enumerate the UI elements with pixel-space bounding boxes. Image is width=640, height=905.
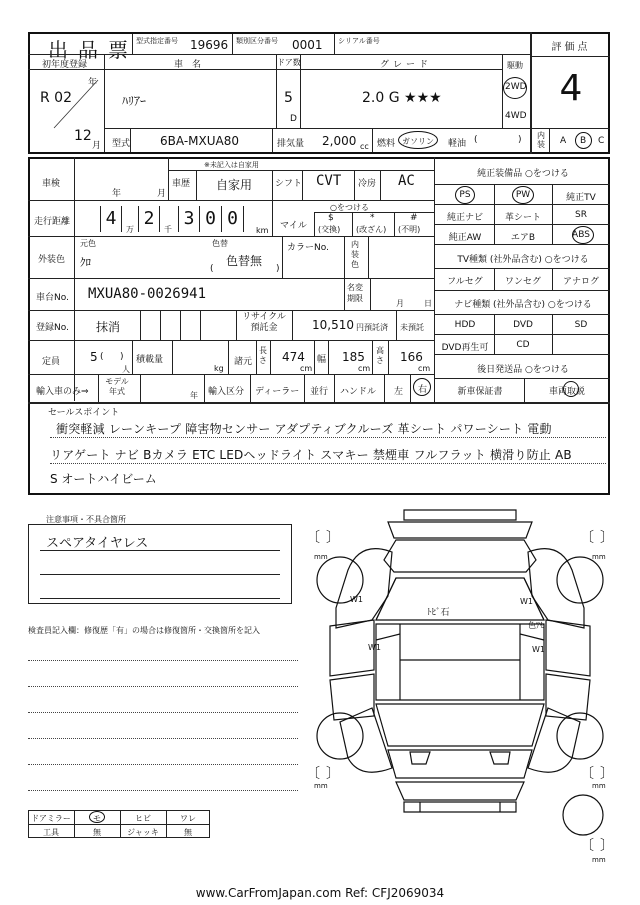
divider [344,278,345,310]
bracket-sp-r: 〕 [600,838,614,854]
divider [354,170,355,200]
model-value: 6BA-MXUA80 [160,134,239,148]
divider [50,437,606,438]
divider [180,310,181,340]
history-label: 車歴 [172,179,191,189]
door-type: D [290,114,297,124]
mark-w1-b: W1 [520,597,533,606]
divider [272,170,273,200]
divider [74,157,75,401]
cert-label: 名変期限 [347,283,363,303]
inspection-month-unit: 月 [157,189,167,199]
color-no-label: カラーNo. [287,243,329,253]
bracket-fl-l: 〔 [306,530,320,546]
score-value: 4 [559,68,583,109]
ac-label: 冷房 [358,179,377,189]
history-value: 自家用 [216,178,253,192]
displacement-value: 2,000 [322,134,357,148]
divider [28,374,434,375]
divider [50,463,606,464]
divider [388,340,389,374]
mileage-digit-1: 4 [100,206,122,232]
class-no-value: 0001 [292,38,323,52]
cert-month: 月 [396,299,404,308]
mark-w1-c: W1 [368,643,381,652]
divider [300,54,301,128]
length-label: 長さ [259,346,267,365]
divider [98,374,99,402]
drive-4wd: 4WD [505,111,527,121]
mark-chip: ﾄﾋﾞ石 [427,608,450,618]
equip-leather: 革シート [504,213,541,223]
model-label: 型式 [112,139,131,149]
year-unit: 年 [88,78,98,88]
mm-fl: mm [314,553,328,561]
score-label: 評価点 [551,42,591,53]
height-unit: cm [418,364,431,373]
check-note: ○をつける [330,203,369,212]
capacity-label: 定員 [42,357,61,367]
navi-sd: SD [574,320,588,330]
repaint-label: 色替 [212,239,228,248]
mileage-digit-4: 0 [200,206,222,232]
divider [552,314,553,334]
dealer-label: ディーラー [255,387,300,397]
bracket-fl-r: 〕 [326,530,340,546]
km-unit: km [256,226,269,235]
doors-label: ドア数 [277,58,301,67]
class-no-label: 類別区分番号 [236,37,278,45]
first-reg-year: R 02 [40,90,72,106]
divider [524,378,525,402]
divider [272,200,273,236]
capacity-paren-l: ( [100,352,104,362]
docs-title: 後日発送品 ○をつける [477,365,569,375]
divider [434,314,610,315]
divider [410,374,411,402]
bracket-rr-r: 〕 [600,766,614,782]
mileage-digit-3: 3 [178,206,200,232]
recycle-label: リサイクル預託金 [242,312,286,333]
inspection-label: 車検 [42,179,61,189]
mirror-crack: ヒビ [135,814,151,823]
divider [394,212,395,236]
divider [132,340,133,374]
divider [434,204,610,205]
divider [172,340,173,374]
divider [236,310,237,340]
capacity-paren-r: ) [120,352,124,362]
divider [28,310,434,311]
interior-label: 内装 [537,131,545,149]
divider [530,128,531,152]
car-name-label: 車 名 [174,60,202,70]
divider [352,212,353,236]
month-unit: 月 [92,141,102,151]
divider [334,34,335,54]
mirror-break: ワレ [180,814,196,823]
divider [40,574,280,575]
bracket-rr-l: 〔 [580,766,594,782]
inspector-label: 検査員記入欄：修復歴「有」の場合は修復箇所・交換箇所を記入 [28,626,260,635]
tv-title: TV種類 (社外品含む) ○をつける [457,255,589,265]
ac-value: AC [398,173,415,189]
divider [314,340,315,374]
fuel-paren-r: ) [518,135,522,145]
interior-c: C [598,136,605,146]
height-label: 高さ [376,346,384,365]
recycle-unpaid: 未預託 [400,323,424,332]
doors-value: 5 [284,90,293,106]
fuel-diesel: 軽油 [448,139,467,149]
divider [130,128,131,152]
sen-unit: 千 [164,225,172,234]
serial-label: シリアル番号 [338,37,380,45]
sales-label: セールスポイント [48,408,120,418]
divider [40,598,280,599]
chassis-label: 車台No. [36,293,69,303]
divider [28,712,298,713]
unknown-label: (不明) [398,225,421,234]
drive-label: 駆動 [507,61,523,70]
divider [282,236,283,278]
displacement-unit: cc [360,142,369,151]
divider [292,310,293,340]
divider [28,402,610,404]
notes-label: 注意事項・不具合箇所 [46,515,126,524]
mirror-label: ドアミラー [31,814,71,823]
inspection-year-unit: 年 [112,189,122,199]
equip-pw: PW [515,190,531,200]
width-value: 185 [342,350,365,364]
divider [434,354,610,355]
reg-slash [46,72,102,136]
history-note: ※未記入は自家用 [204,161,259,169]
divider [304,374,305,402]
displacement-label: 排気量 [277,139,305,149]
divider [530,56,610,57]
fuel-label: 燃料 [377,139,396,149]
fuel-gas: ガソリン [402,137,434,146]
tv-full: フルセグ [447,277,483,287]
divider [314,212,315,236]
divider [372,128,373,152]
docs-manual: 車両取説 [548,387,585,397]
jack-label: ジャッキ [127,828,159,837]
divider [302,170,303,200]
height-value: 166 [400,350,423,364]
width-label: 幅 [317,355,327,365]
recycle-unit: 円預託済 [356,323,388,332]
tool-label: 工具 [43,828,59,837]
divider [28,236,434,237]
fuel-paren-l: ( [474,135,478,145]
divider [314,212,434,213]
divider [434,378,610,379]
mark-w1-a: W1 [350,595,363,604]
divider [140,374,141,402]
bracket-rl-r: 〕 [326,766,340,782]
reg-no-label: 登録No. [36,323,69,333]
sales-line-2: リアゲート ナビ Bカメラ ETC LEDヘッドライト スマキー 禁煙車 フルフラット 横滑り防止 AB [50,448,572,462]
divider [132,34,133,54]
orig-color-label: 元色 [80,239,96,248]
mirror-mo: モ [93,814,101,823]
divider [334,374,335,402]
divider [372,340,373,374]
equip-sr: SR [575,210,587,220]
divider [272,128,273,152]
interior-a: A [560,136,567,146]
tamper-label: (改ざん) [356,225,387,234]
notes-line-1: スペアタイヤレス [46,536,149,551]
footer-ref: www.CarFromJapan.com Ref: CFJ2069034 [195,886,445,900]
car-diagram [300,500,620,870]
divider [434,244,610,245]
swap-label: (交換) [318,225,341,234]
divider [434,157,435,402]
first-reg-label: 初年度登録 [42,60,88,70]
import-class-label: 輸入区分 [208,387,245,397]
first-reg-month: 12 [74,128,92,144]
divider [28,200,434,201]
interior-b: B [580,136,587,146]
length-value: 474 [282,350,305,364]
bracket-sp-l: 〔 [580,838,594,854]
divider [28,738,298,739]
divider [434,334,610,335]
divider [434,184,610,185]
bracket-fr-l: 〔 [580,530,594,546]
type-no-label: 型式指定番号 [136,37,178,45]
divider [28,660,298,661]
divider [160,310,161,340]
dvd-play: DVD再生可 [441,343,489,353]
divider [396,310,397,340]
equip-tv: 純正TV [566,193,596,203]
tamper-symbol: * [370,213,375,223]
mm-fr: mm [592,553,606,561]
mm-rr: mm [592,782,606,790]
tv-one: ワンセグ [504,277,541,287]
car-name-value: ﾊﾘｱｰ [122,94,147,108]
drive-2wd: 2WD [505,82,527,92]
divider [380,170,381,200]
unknown-symbol: # [410,213,418,223]
mm-spare: mm [592,856,606,864]
divider [232,34,233,54]
divider [552,334,553,354]
import-label: 輸入車のみ⇒ [36,387,89,397]
divider [552,268,553,290]
navi-hdd: HDD [454,320,476,330]
repaint-paren-l: ( [210,264,214,274]
divider [196,170,197,200]
navi-title: ナビ種類 (社外品含む) ○をつける [454,300,592,310]
load-label: 積載量 [136,355,164,365]
repaint-value: 色替無 [226,254,263,268]
equip-navi: 純正ナビ [446,213,483,223]
right-label: 右 [418,385,428,395]
mileage-digit-2: 2 [138,206,160,232]
page-title: 出品票 [48,38,138,62]
mileage-digit-5: 0 [222,206,244,232]
divider [276,69,502,70]
equip-ps: PS [459,190,471,200]
mile-label: マイル [280,221,307,231]
length-unit: cm [300,364,313,373]
bracket-rl-l: 〔 [306,766,320,782]
equip-aw: 純正AW [448,233,482,243]
divider [168,170,434,171]
divider [28,824,210,825]
cd-play: CD [516,340,530,350]
tool-value: 無 [93,828,101,837]
mileage-label: 走行距離 [34,217,71,227]
mark-fade: 色ｱｾ [528,621,544,630]
divider [250,374,251,402]
equip-title: 純正装備品 ○をつける [477,169,569,179]
divider [200,310,201,340]
interior-color-label: 内装色 [351,240,359,269]
repaint-paren-r: ) [276,264,280,274]
equip-airbag: エアB [510,233,536,243]
docs-warranty: 新車保証書 [457,387,503,397]
cert-day: 日 [424,299,432,308]
divider [368,236,369,278]
bracket-fr-r: 〕 [600,530,614,546]
grade-value: 2.0 G ★★★ [362,90,442,106]
divider [328,340,329,374]
type-no-value: 19696 [190,38,229,52]
divider [40,550,280,551]
divider [204,374,205,402]
dims-label: 諸元 [234,357,253,367]
divider [168,157,169,200]
navi-dvd: DVD [513,320,533,330]
left-label: 左 [394,387,404,397]
capacity-unit: 人 [122,365,130,374]
model-year-unit: 年 [190,391,198,400]
divider [228,340,229,374]
orig-color-value: ｸﾛ [80,256,91,269]
swap-symbol: $ [328,213,334,223]
man-unit: 万 [126,225,134,234]
divider [384,374,385,402]
equip-abs: ABS [572,230,590,240]
capacity-value: 5 [90,350,98,364]
divider [549,128,550,152]
mark-w1-d: W1 [532,645,545,654]
divider [370,278,371,310]
divider [494,268,495,290]
width-unit: cm [358,364,371,373]
divider [28,764,298,765]
divider [28,278,434,279]
divider [344,236,345,278]
model-year-label: モデル年式 [105,377,129,396]
divider [494,184,495,244]
shift-value: CVT [316,173,342,189]
shift-label: シフト [275,179,303,189]
divider [28,69,276,70]
divider [552,184,553,244]
exterior-label: 外装色 [38,255,66,265]
load-unit: kg [214,364,224,373]
jack-value: 無 [184,828,192,837]
divider [434,224,610,225]
handle-label: ハンドル [340,387,377,397]
divider [104,128,610,129]
divider [434,290,610,291]
divider [434,268,610,269]
divider [270,340,271,374]
grade-label: グレード [380,60,433,70]
recycle-amount: 10,510 [312,318,354,332]
parallel-label: 並行 [310,387,329,397]
divider [140,310,141,340]
mm-rl: mm [314,782,328,790]
divider [28,686,298,687]
divider [256,340,257,374]
reg-no-value: 抹消 [96,320,121,334]
tv-analog: アナログ [562,277,599,287]
sales-line-1: 衝突軽減 レーンキープ 障害物センサー アダプティブクルーズ 革シート パワーシート 電動 [56,422,552,436]
chassis-value: MXUA80-0026941 [88,286,207,302]
divider [104,54,105,152]
mirror-mo-circle [89,811,105,823]
sales-line-3: S オートハイビーム [50,472,157,486]
divider [28,340,434,341]
divider [28,790,298,791]
